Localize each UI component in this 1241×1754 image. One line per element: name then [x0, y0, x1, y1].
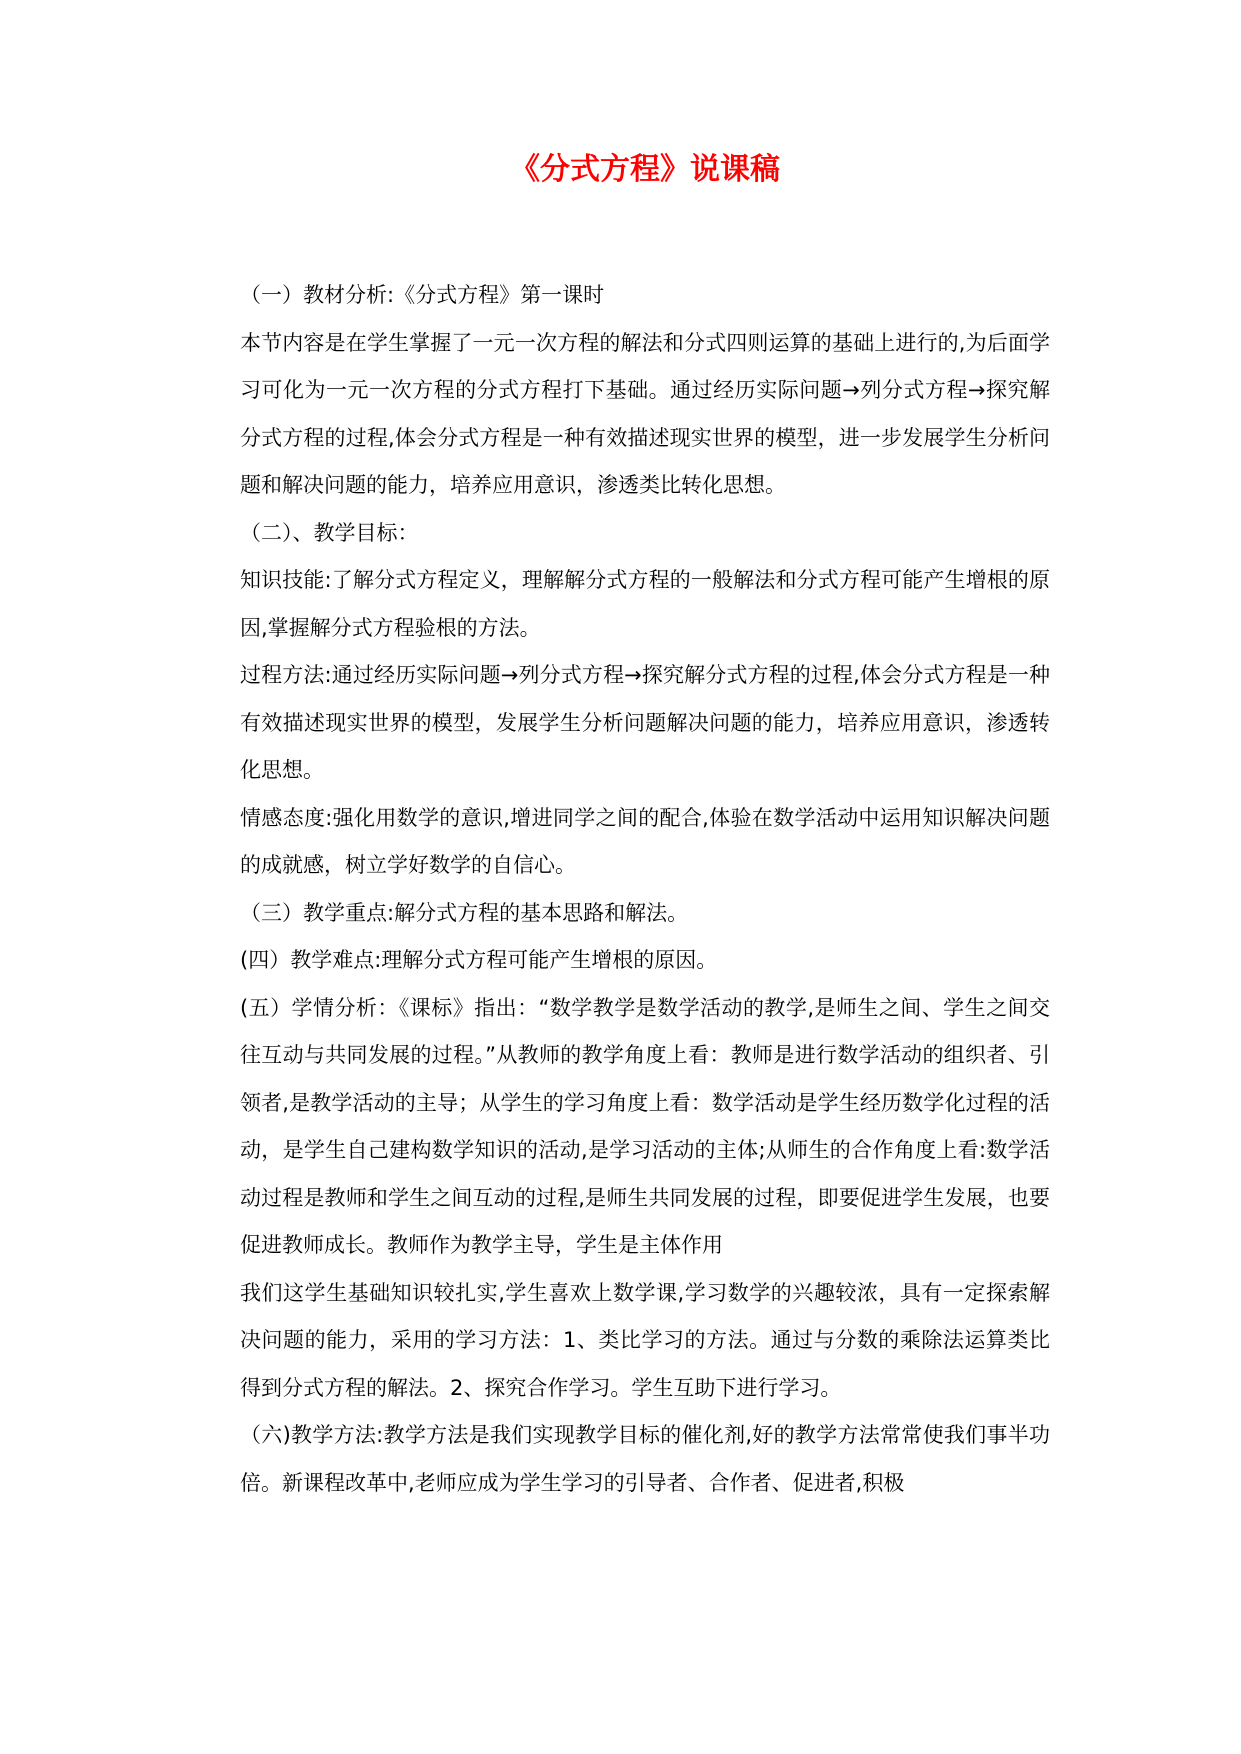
paragraph-knowledge-skills: 知识技能:了解分式方程定义，理解解分式方程的一般解法和分式方程可能产生增根的原因,掌握解分式方程验根的方法。 [240, 568, 1050, 640]
section-heading-key-points: （三）教学重点:解分式方程的基本思路和解法。 [240, 900, 689, 925]
section-heading-textbook-analysis: （一）教材分析:《分式方程》第一课时 [240, 283, 605, 307]
section-heading-teaching-goals: （二）、教学目标： [240, 520, 419, 545]
document-page [240, 150, 1050, 1507]
paragraph-teaching-methods: （六)教学方法:教学方法是我们实现教学目标的催化剂,好的教学方法常常使我们事半功倍。新课程改革中,老师应成为学生学习的引导者、合作者、促进者,积极 [240, 1423, 1050, 1495]
paragraph-learning-methods: 我们这学生基础知识较扎实,学生喜欢上数学课,学习数学的兴趣较浓，具有一定探索解决问题的能力，采用的学习方法：1、类比学习的方法。通过与分数的乘除法运算类比得到分式方程的解法。2、探究合作学习。学生互助下进行学习。 [240, 1280, 1050, 1400]
section-heading-difficulties: (四）教学难点:理解分式方程可能产生增根的原因。 [240, 948, 718, 972]
paragraph-process-methods: 过程方法:通过经历实际问题→列分式方程→探究解分式方程的过程,体会分式方程是一种有效描述现实世界的模型，发展学生分析问题解决问题的能力，培养应用意识，渗透转化思想。 [240, 663, 1050, 782]
document-title: 《分式方程》说课稿 [510, 152, 780, 187]
document-body [240, 272, 1050, 1507]
paragraph-emotion-attitude: 情感态度:强化用数学的意识,增进同学之间的配合,体验在数学活动中运用知识解决问题的成就感，树立学好数学的自信心。 [240, 805, 1050, 877]
paragraph-textbook-content: 本节内容是在学生掌握了一元一次方程的解法和分式四则运算的基础上进行的,为后面学习可化为一元一次方程的分式方程打下基础。通过经历实际问题→列分式方程→探究解分式方程的过程,体会分式方程是一种有效描述现实世界的模型，进一步发展学生分析问题和解决问题的能力，培养应用意识，渗透类比转化思想。 [240, 330, 1050, 497]
paragraph-student-analysis: (五）学情分析：《课标》指出：“数学教学是数学活动的教学,是师生之间、学生之间交往互动与共同发展的过程。”从教师的教学角度上看：教师是进行数学活动的组织者、引领者,是教学活动的主导；从学生的学习角度上看：数学活动是学生经历数学化过程的活动，是学生自己建构数学知识的活动,是学习活动的主体;从师生的合作角度上看:数学活动过程是教师和学生之间互动的过程,是师生共同发展的过程，即要促进学生发展，也要促进教师成长。教师作为教学主导，学生是主体作用 [240, 995, 1050, 1257]
